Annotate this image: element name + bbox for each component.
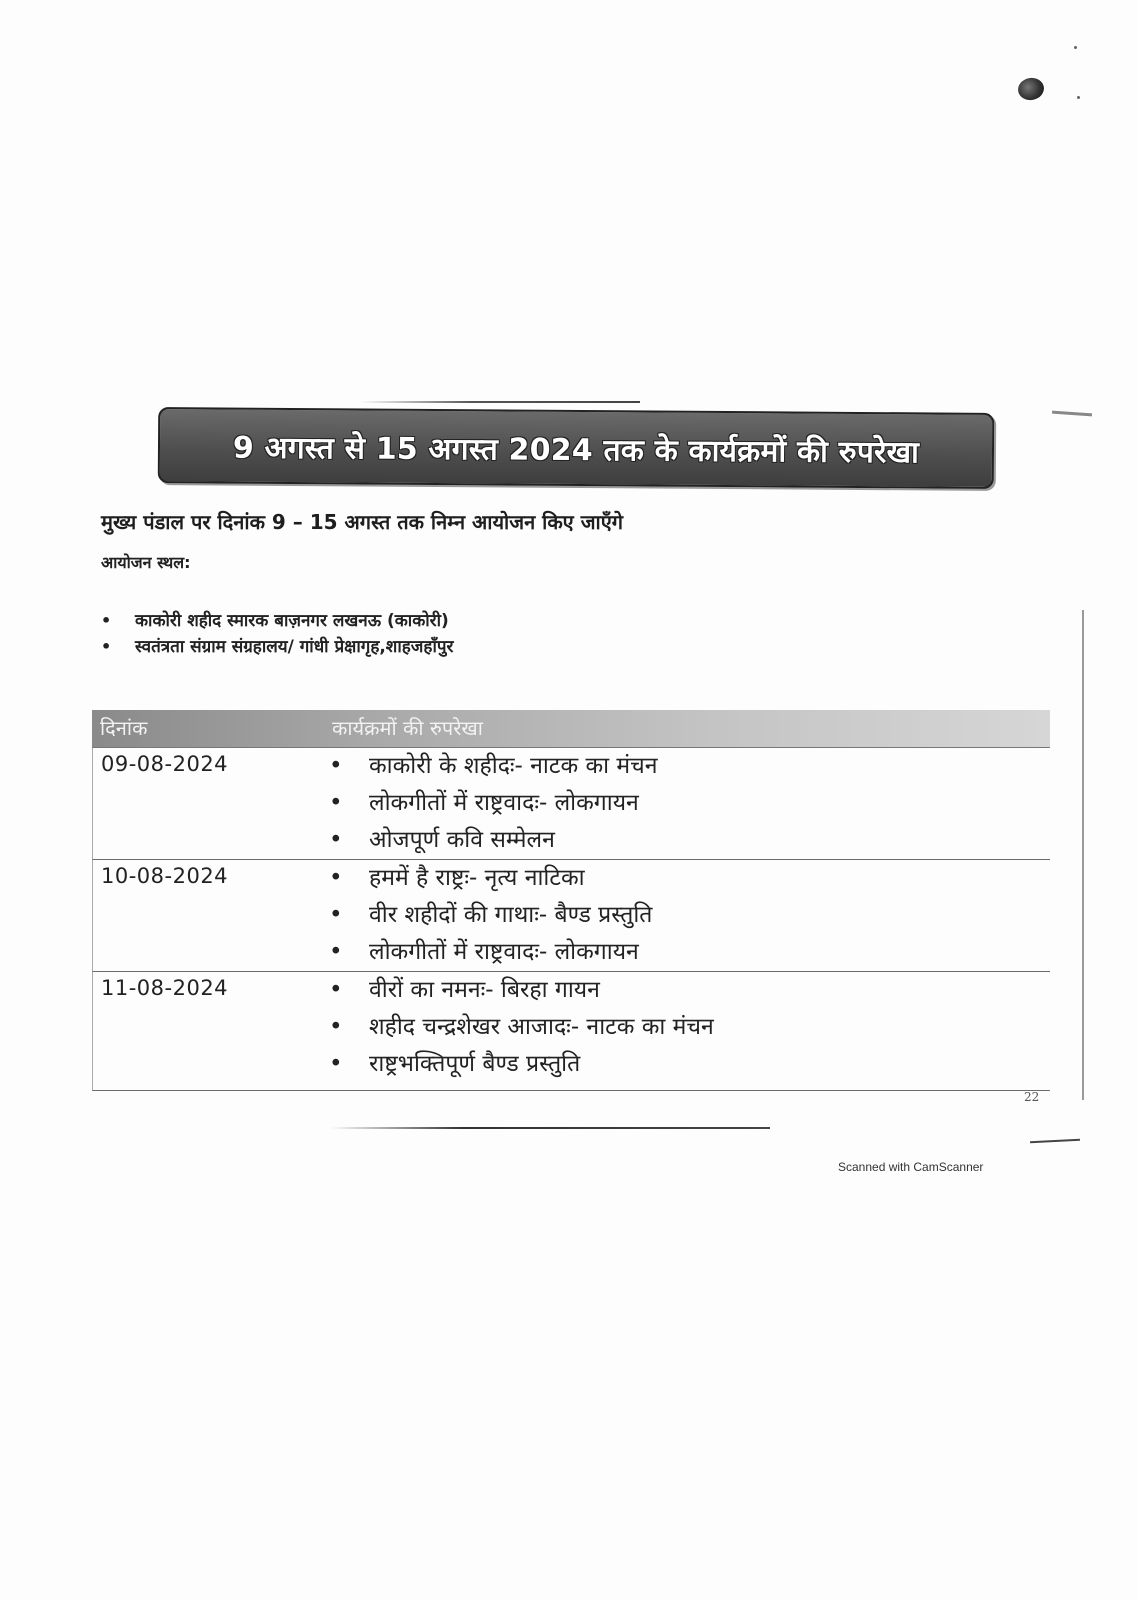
program-text: वीरों का नमनः- बिरहा गायन: [369, 977, 600, 1003]
program-item: [329, 748, 658, 785]
program-item: [329, 785, 658, 822]
row-date: 09-08-2024: [101, 752, 229, 776]
table-row: [92, 860, 1050, 972]
bullet-icon: •: [329, 1051, 343, 1077]
table-row: [92, 748, 1050, 860]
bullet-icon: •: [329, 865, 343, 891]
program-list: [329, 748, 658, 859]
program-text: काकोरी के शहीदः- नाटक का मंचन: [369, 753, 658, 779]
bullet-icon: •: [329, 790, 343, 816]
table-row: [92, 972, 1050, 1091]
table-header: [92, 710, 1050, 748]
venue-text: स्वतंत्रता संग्राम संग्रहालय/ गांधी प्रेक्षागृह,शाहजहाँपुर: [135, 637, 454, 657]
program-item: [329, 972, 714, 1009]
scan-edge-mark: [1052, 411, 1092, 417]
program-item: [329, 1046, 714, 1083]
program-text: वीर शहीदों की गाथाः- बैण्ड प्रस्तुति: [369, 902, 653, 928]
scan-dot: [1077, 96, 1080, 99]
bullet-icon: •: [329, 902, 343, 928]
column-header-date: दिनांक: [100, 716, 148, 740]
bullet-icon: •: [329, 939, 343, 965]
row-date: 11-08-2024: [101, 976, 229, 1000]
venue-item: [101, 608, 453, 634]
scanner-watermark: Scanned with CamScanner: [838, 1160, 984, 1174]
scan-speck: [1016, 76, 1045, 102]
program-item: [329, 1009, 714, 1046]
title-banner: [158, 407, 995, 489]
program-text: ओजपूर्ण कवि सम्मेलन: [369, 827, 555, 853]
bullet-icon: •: [329, 977, 343, 1003]
program-text: हममें है राष्ट्रः- नृत्य नाटिका: [369, 865, 585, 891]
venue-list: [101, 608, 453, 660]
scan-page-edge: [1082, 610, 1084, 1100]
program-item: [329, 897, 652, 934]
scan-line: [360, 401, 640, 403]
venue-item: [101, 634, 453, 660]
program-list: [329, 972, 714, 1083]
program-text: शहीद चन्द्रशेखर आजादः- नाटक का मंचन: [369, 1014, 714, 1040]
scan-edge-mark: [1030, 1139, 1080, 1144]
intro-subheading: मुख्य पंडाल पर दिनांक 9 – 15 अगस्त तक निम्न आयोजन किए जाएँगे: [101, 510, 624, 534]
venue-text: काकोरी शहीद स्मारक बाज़नगर लखनऊ (काकोरी): [135, 611, 449, 631]
row-date: 10-08-2024: [101, 864, 229, 888]
venue-label: आयोजन स्थल:: [101, 553, 191, 572]
bullet-icon: •: [329, 827, 343, 853]
column-header-program: कार्यक्रमों की रुपरेखा: [332, 716, 483, 740]
bullet-icon: •: [329, 753, 343, 779]
bullet-icon: •: [101, 637, 112, 656]
program-text: राष्ट्रभक्तिपूर्ण बैण्ड प्रस्तुति: [369, 1051, 581, 1077]
bullet-icon: •: [101, 611, 112, 630]
program-item: [329, 934, 652, 971]
scan-line: [330, 1127, 770, 1129]
program-text: लोकगीतों में राष्ट्रवादः- लोकगायन: [369, 790, 639, 816]
program-text: लोकगीतों में राष्ट्रवादः- लोकगायन: [369, 939, 639, 965]
schedule-table: [92, 710, 1050, 1091]
program-item: [329, 860, 652, 897]
page-title: 9 अगस्त से 15 अगस्त 2024 तक के कार्यक्रमों की रुपरेखा: [232, 430, 920, 470]
page-number: 22: [1024, 1090, 1040, 1104]
scan-dot: [1074, 46, 1077, 49]
program-list: [329, 860, 652, 971]
bullet-icon: •: [329, 1014, 343, 1040]
program-item: [329, 822, 658, 859]
